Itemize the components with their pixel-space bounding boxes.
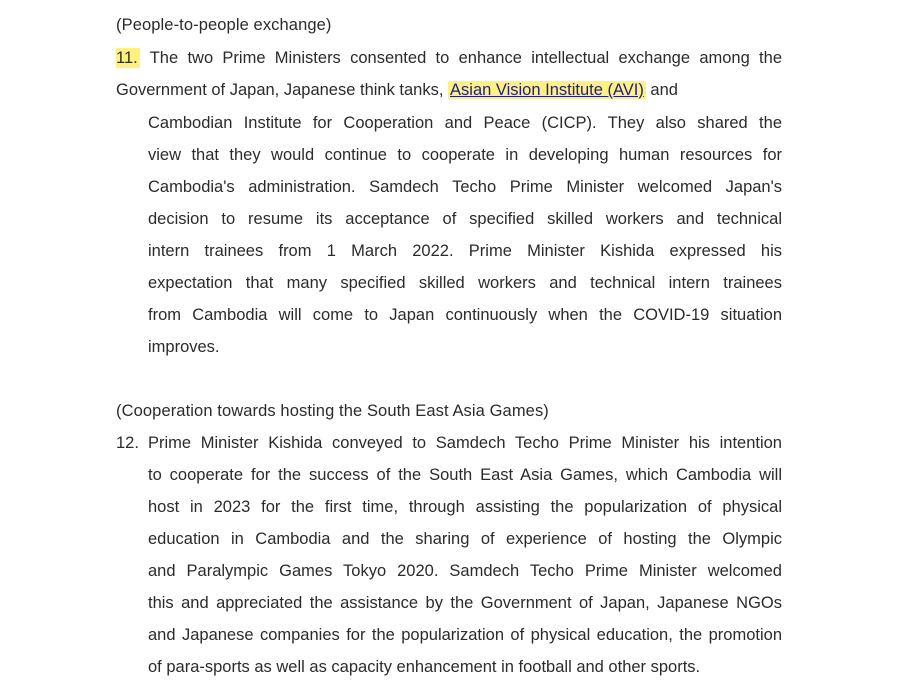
paragraph-11-text-1: The two Prime Ministers consented to enhance intellectual exchange among the <box>149 49 782 67</box>
paragraph-11-line-4: view that they would continue to cooperate in developing human resources for <box>148 146 782 164</box>
paragraph-12-line-7: and Japanese companies for the popularization of physical education, the promotion <box>148 626 782 644</box>
paragraph-12-line-8: of para-sports as well as capacity enhancement in football and other sports. <box>148 658 701 676</box>
paragraph-11-text-2-post: and <box>645 81 678 99</box>
paragraph-11-line-7: intern trainees from 1 March 2022. Prime Minister Kishida expressed his <box>148 242 782 260</box>
paragraph-12-line-6: this and appreciated the assistance by the Government of Japan, Japanese NGOs <box>148 594 782 612</box>
avi-link[interactable]: Asian Vision Institute (AVI) <box>450 81 644 99</box>
section-heading-people-exchange: (People-to-people exchange) <box>116 16 332 34</box>
paragraph-11-line-6: decision to resume its acceptance of specified skilled workers and technical <box>148 210 782 228</box>
paragraph-11-line-10: improves. <box>148 338 220 356</box>
paragraph-11-line-3: Cambodian Institute for Cooperation and Peace (CICP). They also shared the <box>148 114 782 132</box>
paragraph-12-line-4: education in Cambodia and the sharing of experience of hosting the Olympic <box>148 530 782 548</box>
paragraph-11-line-2 <box>116 80 678 100</box>
paragraph-11-line-1 <box>116 48 782 68</box>
paragraph-11-text-2-pre: Government of Japan, Japanese think tanks, <box>116 81 449 99</box>
paragraph-number-11: 11. <box>116 49 138 67</box>
paragraph-12-line-5: and Paralympic Games Tokyo 2020. Samdech Techo Prime Minister welcomed <box>148 562 782 580</box>
paragraph-number-12: 12. <box>116 434 139 452</box>
paragraph-12-line-3: host in 2023 for the first time, through assisting the popularization of physical <box>148 498 782 516</box>
paragraph-12-text-1: Prime Minister Kishida conveyed to Samdech Techo Prime Minister his intention <box>148 434 782 452</box>
paragraph-12-line-1 <box>116 433 782 453</box>
paragraph-11-line-5: Cambodia's administration. Samdech Techo Prime Minister welcomed Japan's <box>148 178 782 196</box>
paragraph-12-line-2: to cooperate for the success of the South East Asia Games, which Cambodia will <box>148 466 782 484</box>
paragraph-11-line-9: from Cambodia will come to Japan continuously when the COVID-19 situation <box>148 306 782 324</box>
section-heading-sea-games: (Cooperation towards hosting the South East Asia Games) <box>116 402 549 420</box>
paragraph-11-line-8: expectation that many specified skilled workers and technical intern trainees <box>148 274 782 292</box>
